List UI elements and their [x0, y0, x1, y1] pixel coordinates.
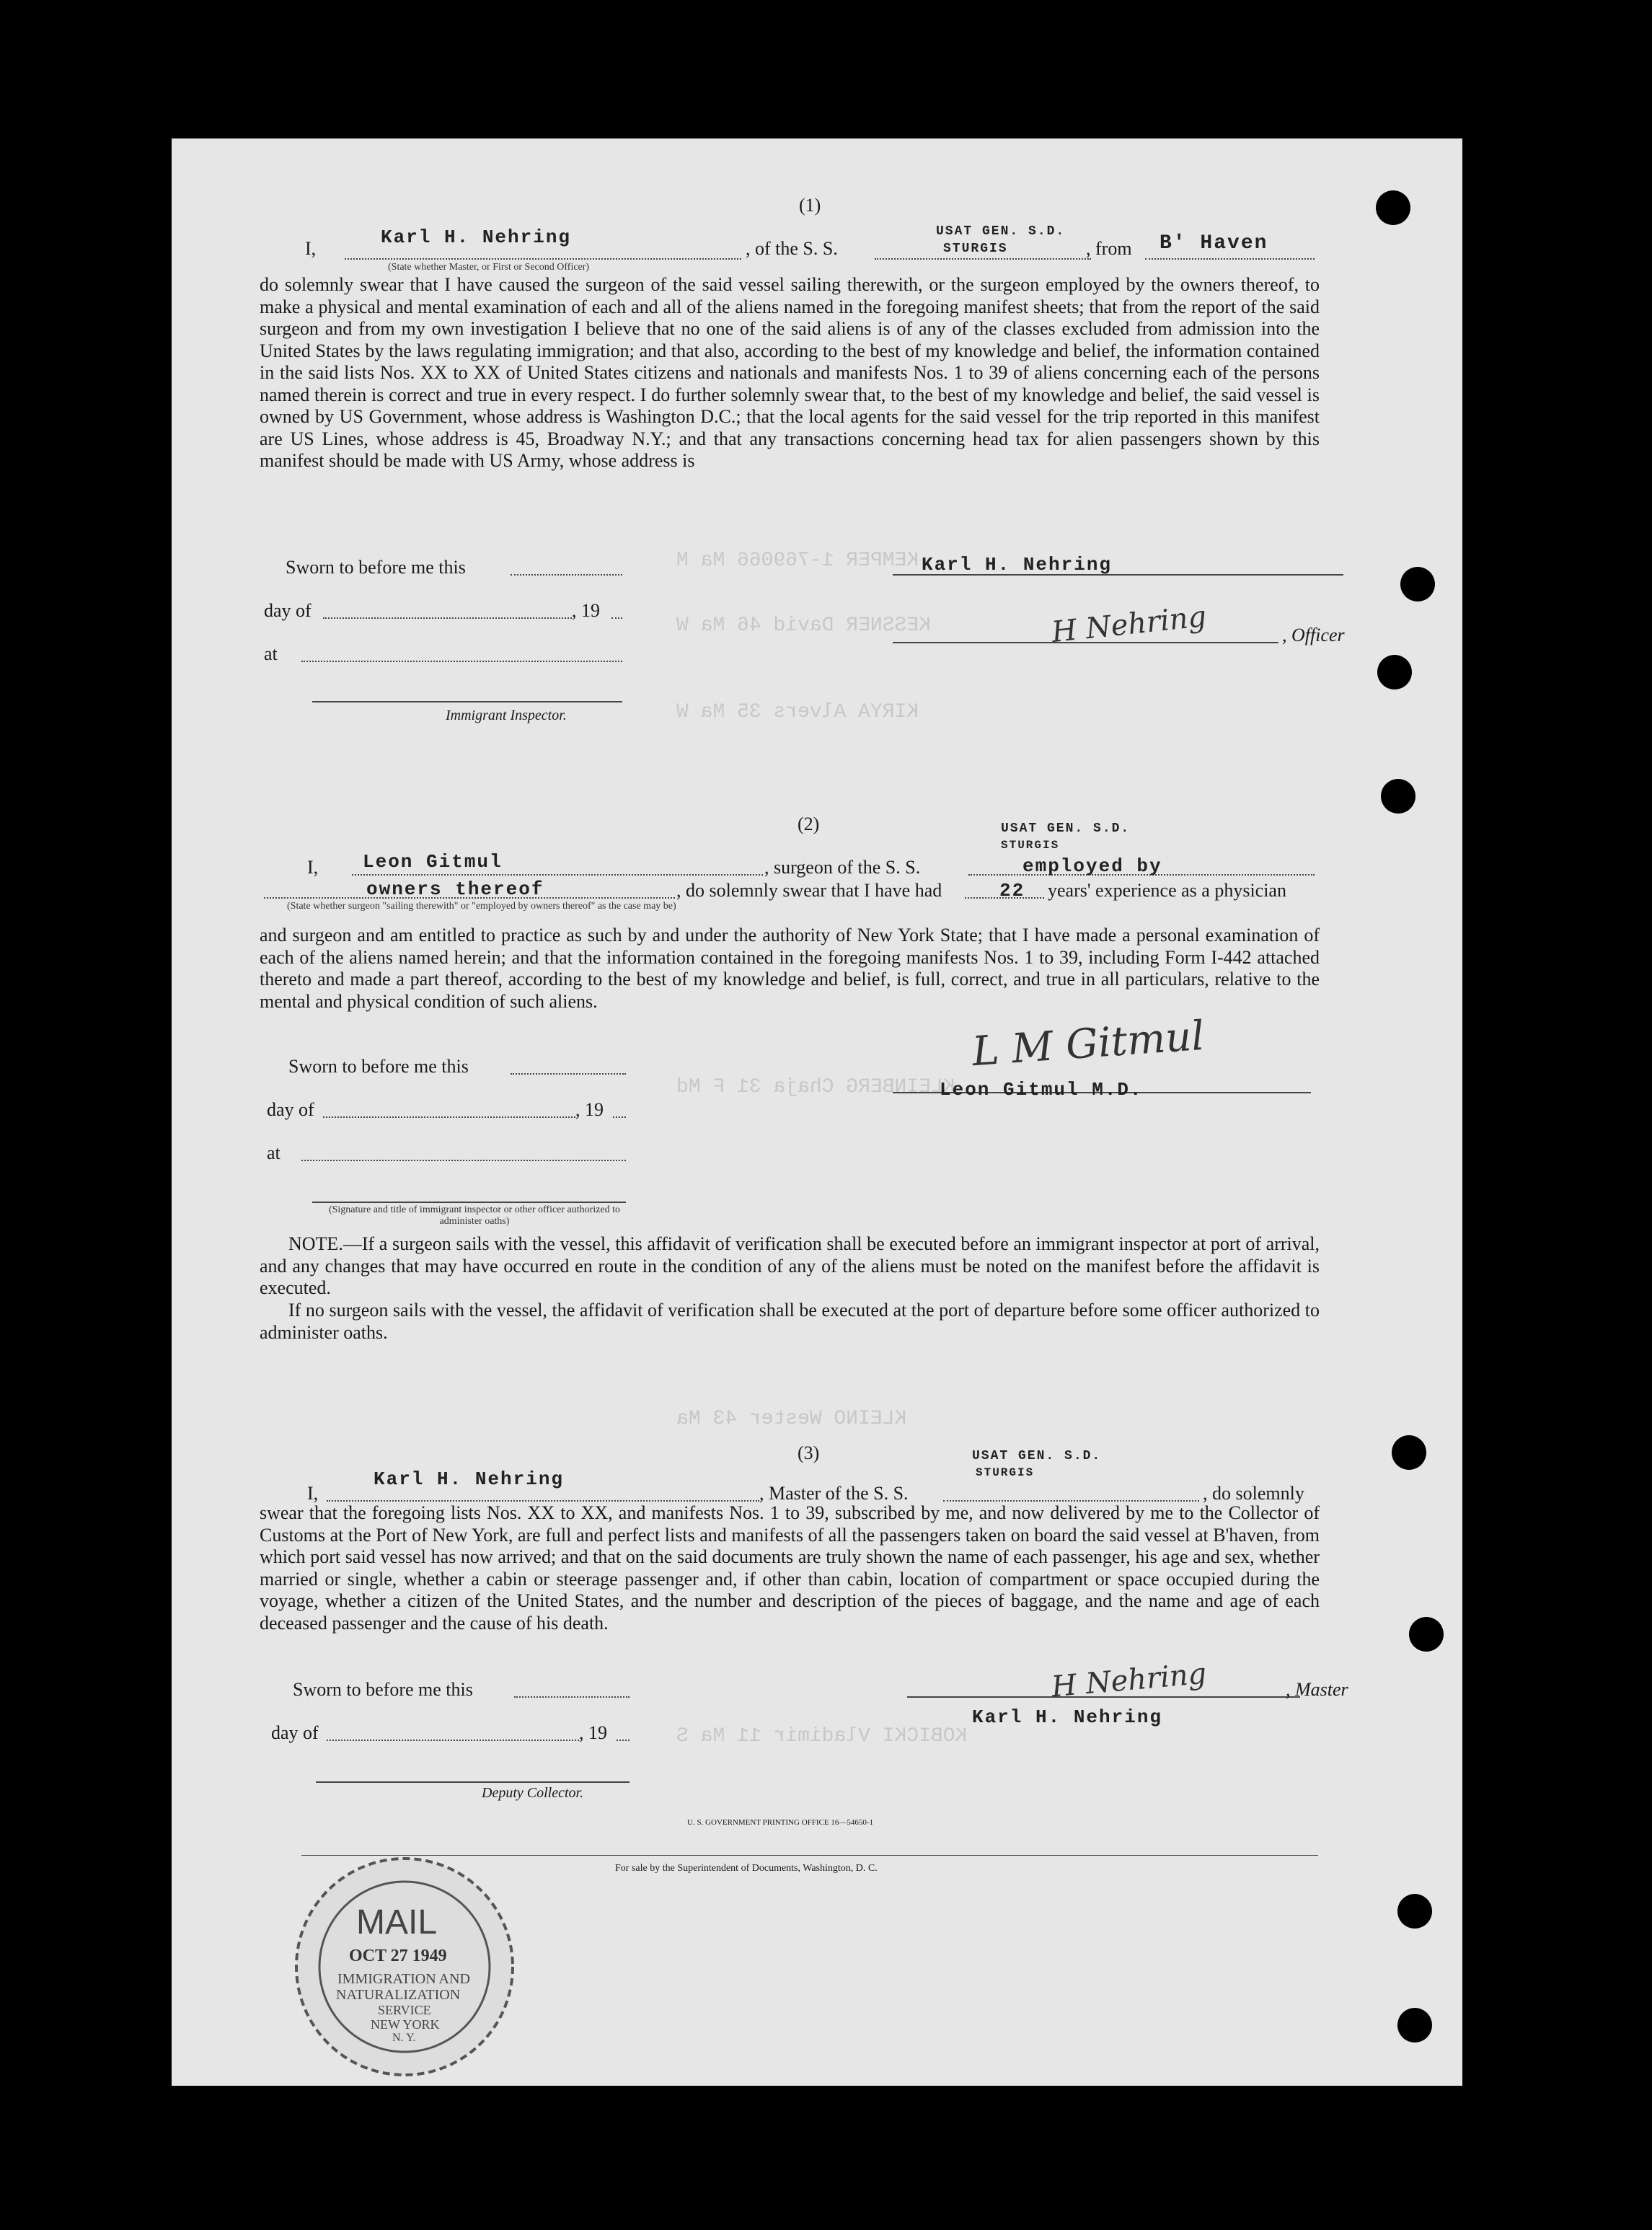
master-typed-name: Karl H. Nehring — [972, 1706, 1163, 1728]
stamp-ring-icon — [293, 1855, 516, 2079]
years-value: 22 — [999, 880, 1025, 902]
stamp-date: OCT 27 1949 — [349, 1947, 447, 1965]
day-line — [327, 1740, 579, 1741]
master-name-line — [327, 1500, 759, 1502]
bleed-through-text: KLEINBERG Chaja 31 F Md — [676, 1076, 955, 1098]
officer-typed-name: Karl H. Nehring — [922, 554, 1113, 576]
vessel-line — [943, 1500, 1199, 1502]
swear-had-label: , do solemnly swear that I have had — [676, 880, 942, 901]
year-line — [611, 617, 622, 619]
officer-signature-line — [893, 642, 1278, 643]
officer-caption: (Signature and title of immigrant inspector or other officer authorized to administer oaths) — [328, 1204, 621, 1227]
master-of-label: , Master of the S. S. — [759, 1483, 909, 1504]
stamp-line2: NATURALIZATION — [336, 1987, 461, 2003]
bleed-through-text: KESSNER David 46 Ma W — [676, 614, 931, 637]
from-label: , from — [1086, 238, 1132, 259]
bleed-through-text: KEMPER 1-769066 Ma M — [676, 550, 919, 572]
sworn-line — [511, 574, 622, 576]
day-line — [323, 1116, 575, 1118]
day-of-label: day of — [271, 1722, 319, 1743]
section-number: (2) — [798, 814, 820, 834]
bleed-through-text: KOBICKI Vladimir 11 Ma S — [676, 1725, 968, 1748]
sworn-label: Sworn to before me this — [288, 1056, 469, 1077]
day-of-label: day of — [267, 1099, 314, 1120]
stamp-line1: IMMIGRATION AND — [337, 1971, 470, 1987]
inspector-caption: Immigrant Inspector. — [446, 708, 567, 723]
stamp-mail: MAIL — [356, 1903, 438, 1942]
binder-hole — [1400, 567, 1435, 601]
of-the-ss-label: , of the S. S. — [746, 238, 838, 259]
surgeon-signature: L M Gitmul — [971, 1012, 1206, 1076]
vessel-name-line2: STURGIS — [976, 1466, 1035, 1479]
vessel-name: USAT GEN. S.D. — [972, 1449, 1102, 1463]
year-label: , 19 — [572, 600, 600, 621]
sworn-label: Sworn to before me this — [293, 1679, 473, 1700]
bleed-through-text: KLEINO Wester 43 Ma — [676, 1408, 907, 1430]
year-label: , 19 — [579, 1722, 607, 1743]
note-text-2: If no surgeon sails with the vessel, the affidavit of verification shall be executed at the port of departure before some officer authorized to administer oaths. — [260, 1300, 1320, 1343]
officer-signature: H Nehring — [1050, 599, 1209, 650]
section-number: (3) — [798, 1442, 820, 1463]
surgeon-typed-name: Leon Gitmul M.D. — [940, 1079, 1143, 1101]
master-label: , Master — [1286, 1679, 1348, 1700]
master-name: Karl H. Nehring — [381, 226, 572, 248]
stamp-line5: N. Y. — [392, 2032, 416, 2044]
owners-thereof: owners thereof — [366, 878, 544, 900]
year-line — [613, 1116, 626, 1118]
at-label: at — [264, 643, 278, 664]
sworn-line — [511, 1073, 626, 1075]
vessel-name: USAT GEN. S.D. — [936, 224, 1066, 239]
master-oath-text: swear that the foregoing lists Nos. XX to XX, and manifests Nos. 1 to 39, subscribed by me, and now delivered by me to the Collector of Customs at the Port of New York, are full and perfect lists and manifests of all the passengers taken on board the said vessel at B'haven, from which port said vessel has now arrived; and that on the said documents are truly shown the name of each passenger, his age and sex, whether married or single, whether a cabin or steerage passenger and, if other than cabin, location of compartment or space occupied during the voyage, whether a citizen of the United States, and the number and description of the pieces of baggage, and the name and age of each deceased passenger and the cause of his death. — [260, 1502, 1320, 1634]
note-label: NOTE. — [288, 1233, 343, 1254]
day-of-label: day of — [264, 600, 312, 621]
sworn-label: Sworn to before me this — [286, 557, 466, 578]
year-label: , 19 — [575, 1099, 604, 1120]
inspector-line — [312, 701, 622, 702]
binder-hole — [1397, 1894, 1432, 1929]
bleed-through-text: KIRYA Alvers 35 Ma W — [676, 701, 919, 723]
master-signature: H Nehring — [1050, 1657, 1208, 1704]
binder-hole — [1392, 1435, 1426, 1470]
section-number: (1) — [799, 195, 821, 216]
binder-hole — [1376, 190, 1410, 225]
binder-hole — [1397, 2008, 1432, 2042]
from-port: B' Haven — [1160, 232, 1268, 255]
collector-line — [316, 1781, 630, 1783]
oath-text: do solemnly swear that I have caused the surgeon of the said vessel sailing therewith, or the surgeon employed by the owners thereof, to make a physical and mental examination of each and all of the aliens named in the foregoing manifest sheets; that from the report of the said surgeon and from my own investigation I believe that no one of the said aliens is of any of the classes excluded from admission into the United States by the laws regulating immigration; and that also, according to the best of my knowledge and belief, the information contained in the said lists Nos. XX to XX of United States citizens and nationals and manifests Nos. 1 to 39 of aliens concerning each of the persons named therein is correct and true in every respect. I do further solemnly swear that, to the best of my knowledge and belief, the said vessel is owned by US Government, whose address is Washington D.C.; that the local agents for the said vessel for the trip reported in this manifest are US Lines, whose address is 45, Broadway N.Y.; and that any transactions concerning head tax for alien passengers shown by this manifest should be made with US Army, whose address is — [260, 274, 1320, 471]
surgeon-text: and surgeon and am entitled to practice as such by and under the authority of New York State; that I have made a personal examination of each of the aliens named herein; and that the information contained in the foregoing manifests Nos. 1 to 39, including Form I-442 attached thereto and made a part thereof, according to the best of my knowledge and belief, is full, correct, and true in all particulars, relative to the mental and physical condition of such aliens. — [260, 925, 1320, 1012]
years-label: years' experience as a physician — [1048, 880, 1286, 901]
at-line — [301, 661, 622, 662]
sworn-line — [514, 1696, 630, 1698]
at-label: at — [267, 1142, 281, 1163]
sale-line: For sale by the Superintendent of Documents, Washington, D. C. — [615, 1863, 878, 1874]
stamp-line4: NEW YORK — [371, 2017, 440, 2032]
binder-hole — [1381, 779, 1415, 814]
surgeon-name: Leon Gitmul — [363, 851, 503, 873]
binder-hole — [1409, 1617, 1444, 1652]
employed-by: employed by — [1022, 855, 1162, 877]
note-body: —If a surgeon sails with the vessel, this affidavit of verification shall be executed before an immigrant inspector at port of arrival, and any changes that may have occurred en route in the condition of any of the aliens must be noted on the manifest before the affidavit is executed. — [260, 1233, 1320, 1298]
officer-sig-line — [312, 1202, 626, 1203]
year-line — [617, 1740, 630, 1741]
collector-caption: Deputy Collector. — [482, 1785, 584, 1801]
master-name: Karl H. Nehring — [374, 1468, 565, 1490]
vessel-line — [875, 258, 1091, 260]
master-name-line — [345, 258, 741, 260]
binder-hole — [1377, 655, 1412, 689]
master-caption: (State whether Master, or First or Second Officer) — [388, 262, 590, 273]
note-text-1 — [260, 1233, 1320, 1300]
inspection-stamp — [293, 1855, 516, 2079]
i-label: I, — [307, 1483, 319, 1504]
master-signature-line — [907, 1696, 1300, 1698]
do-solemnly-label: , do solemnly — [1203, 1483, 1304, 1504]
from-port-line — [1145, 258, 1315, 260]
stamp-line3: SERVICE — [378, 2003, 431, 2017]
manifest-page — [172, 138, 1462, 2086]
day-line — [323, 617, 572, 619]
gpo-line: U. S. GOVERNMENT PRINTING OFFICE 16—54650-1 — [687, 1818, 874, 1827]
surgeon-vessel-name-line2: STURGIS — [1001, 839, 1060, 852]
at-line — [301, 1160, 626, 1161]
status-caption: (State whether surgeon "sailing therewith" or "employed by owners thereof" as the case may be) — [287, 901, 676, 912]
i-label: I, — [305, 238, 317, 259]
officer-label: , Officer — [1282, 625, 1345, 645]
surgeon-vessel-name: USAT GEN. S.D. — [1001, 821, 1131, 836]
surgeon-of-label: , surgeon of the S. S. — [764, 857, 921, 878]
i-label: I, — [307, 857, 319, 878]
surgeon-name-line — [352, 874, 763, 876]
vessel-name-line2: STURGIS — [943, 242, 1008, 256]
